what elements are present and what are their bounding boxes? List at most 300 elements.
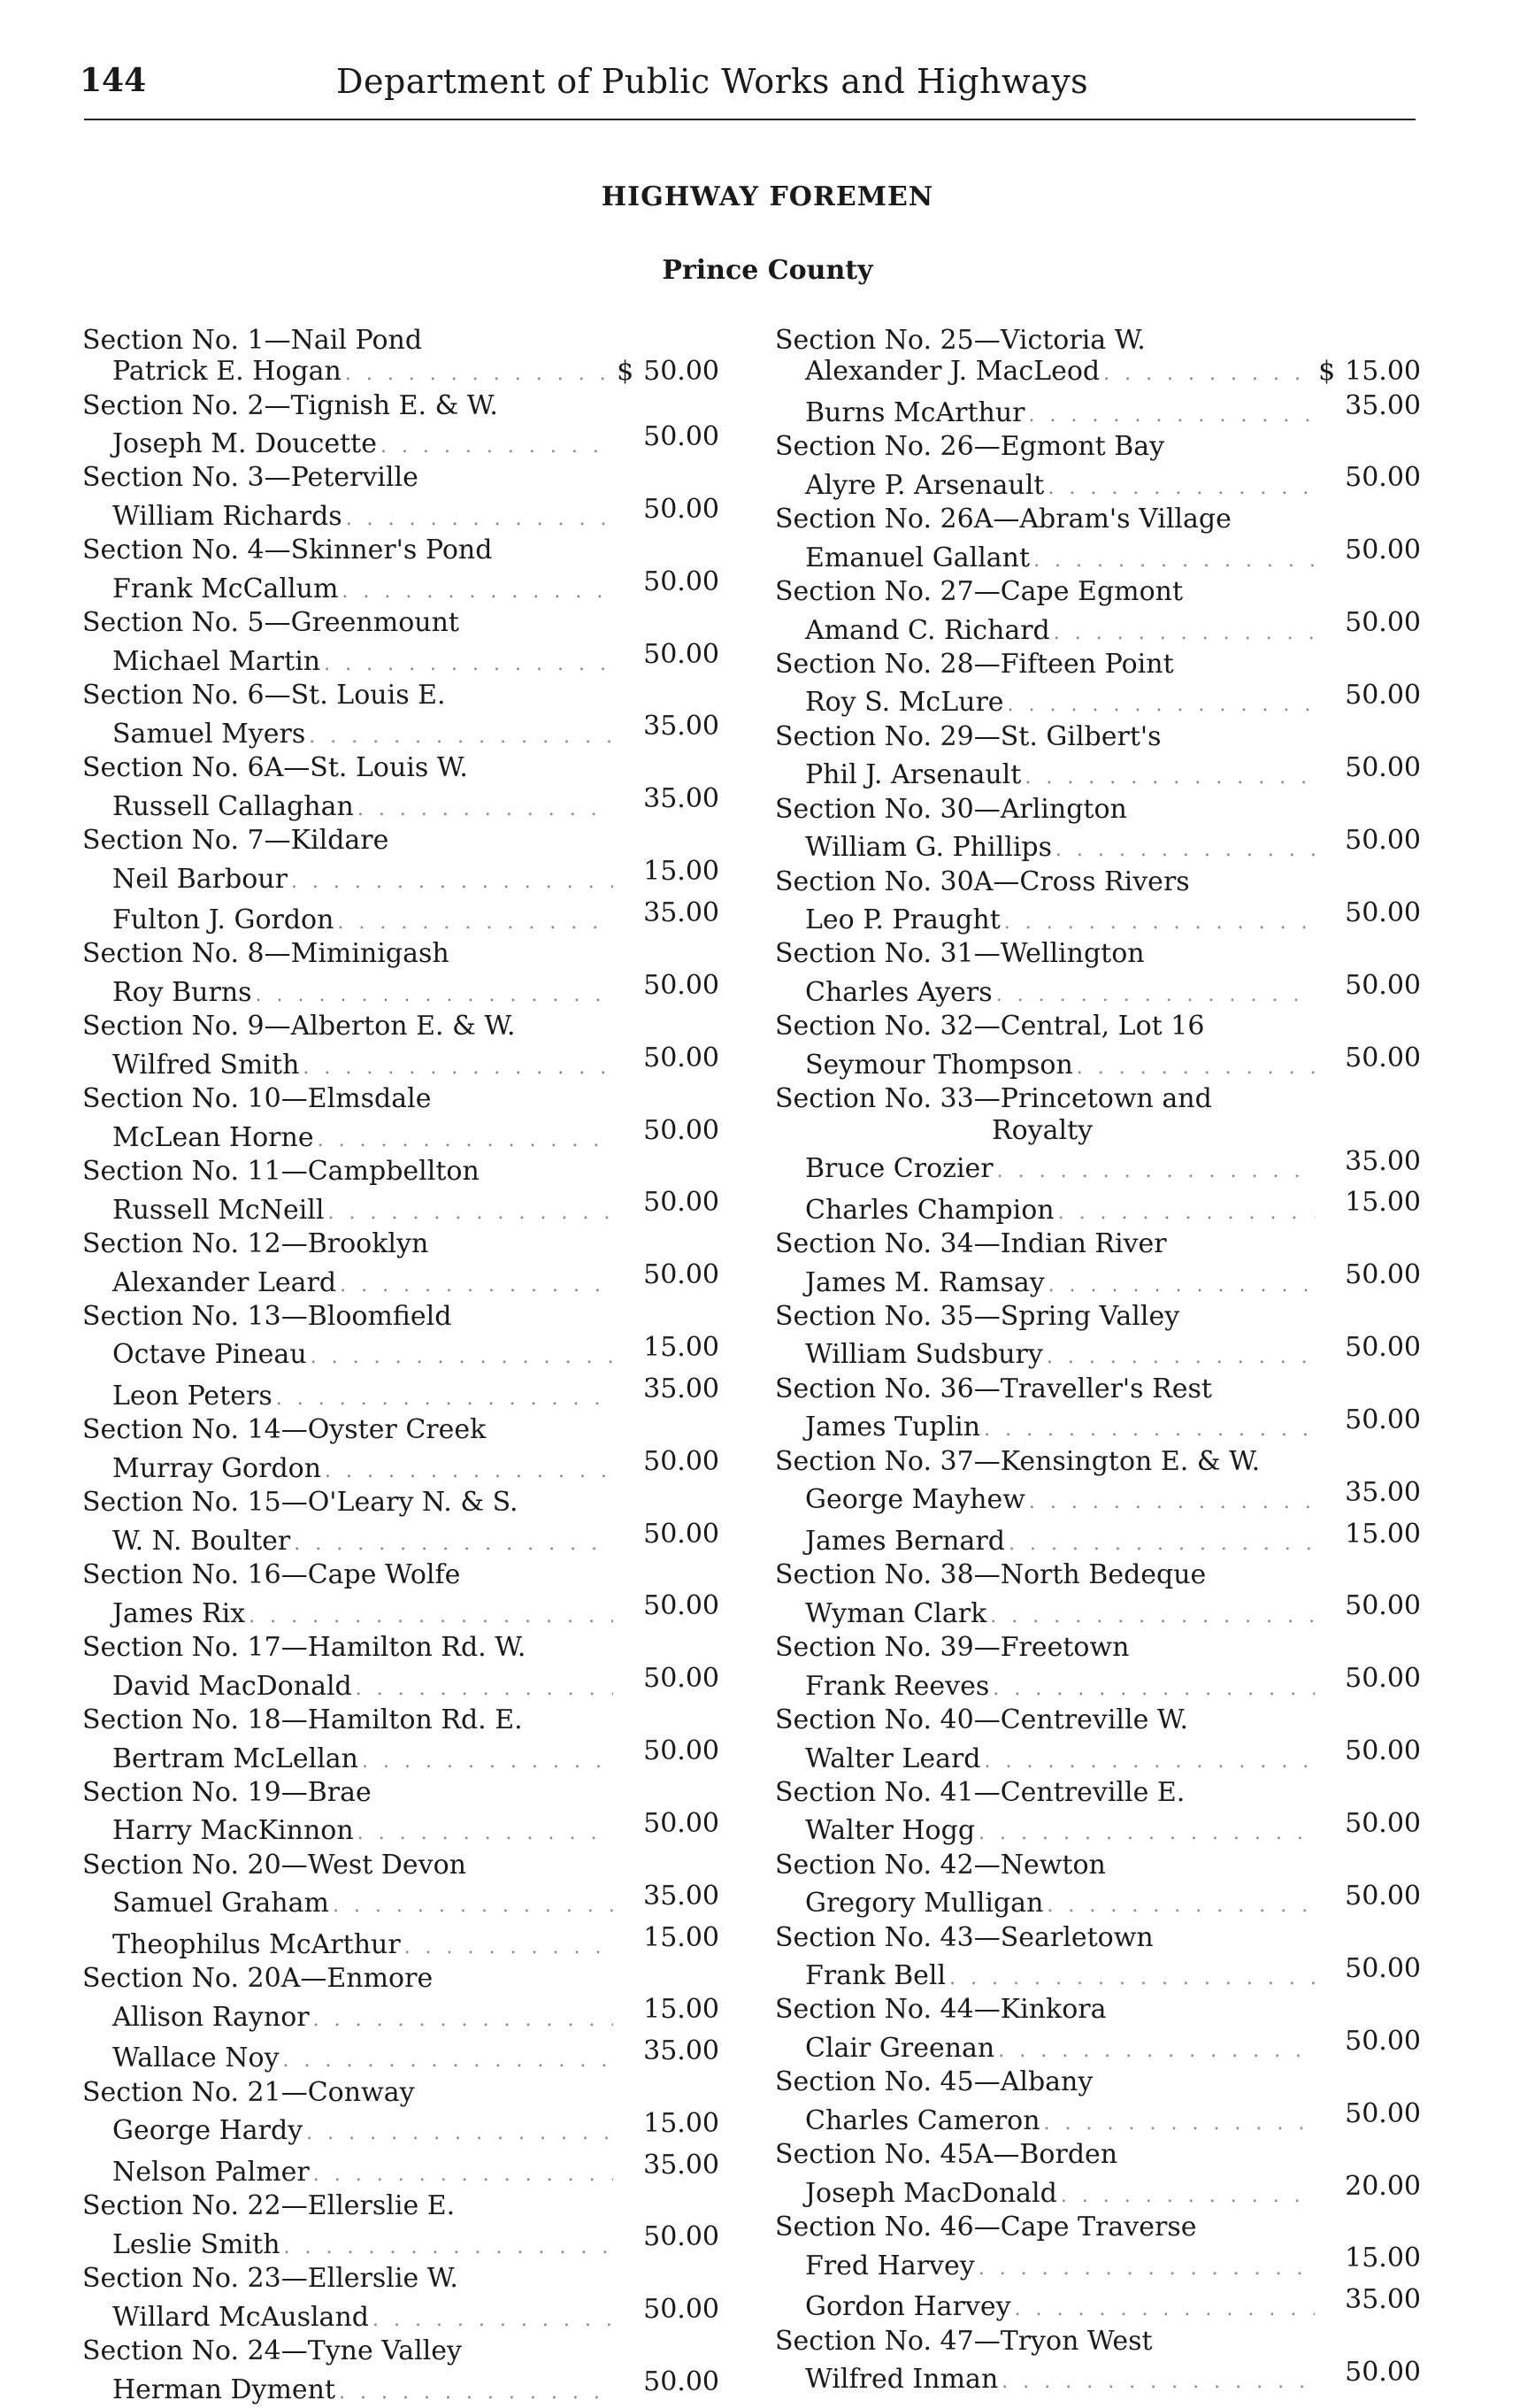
- amount-cell: [1318, 2243, 1421, 2273]
- dollar-sign: [1318, 1953, 1345, 1984]
- section-heading: Section No. 21—Conway: [82, 2076, 415, 2108]
- section-heading: Section No. 39—Freetown: [775, 1632, 1130, 1664]
- dollar-sign: [1318, 1519, 1345, 1550]
- section-entry: [82, 825, 719, 938]
- amount-value: 35.00: [643, 2035, 719, 2067]
- section-entry: [775, 1446, 1421, 1559]
- section-entry: [82, 2335, 719, 2408]
- section-heading: Section No. 38—North Bedeque: [775, 1559, 1207, 1591]
- foreman-row: [775, 607, 1421, 649]
- dollar-sign: [617, 1373, 643, 1404]
- dollar-sign: [617, 421, 643, 452]
- section-entry: [775, 1850, 1421, 1922]
- amount-cell: [617, 1373, 719, 1404]
- amount-value: 15.00: [643, 1921, 719, 1953]
- dollar-sign: [617, 1115, 643, 1146]
- dollar-sign: [1318, 752, 1345, 783]
- amount-cell: [1318, 356, 1421, 387]
- leader-dots: [985, 1746, 1316, 1777]
- foreman-name: Alyre P. Arsenault: [805, 469, 1045, 501]
- amount-value: 50.00: [643, 1735, 719, 1767]
- leader-dots: [380, 431, 613, 462]
- section-entry: [82, 1156, 719, 1228]
- foreman-name: Allison Raynor: [112, 2001, 310, 2033]
- section-heading: Section No. 41—Centreville E.: [775, 1776, 1186, 1808]
- foreman-name: Seymour Thompson: [805, 1049, 1073, 1081]
- foreman-row: [82, 1922, 719, 1964]
- foreman-name: Joseph M. Doucette: [112, 428, 377, 460]
- foreman-row: [775, 1663, 1421, 1704]
- foreman-row: [82, 1446, 719, 1488]
- leader-dots: [337, 907, 613, 938]
- amount-value: 35.00: [643, 2149, 719, 2181]
- dollar-sign: [1318, 462, 1345, 493]
- leader-dots: [357, 794, 613, 825]
- amount-cell: [1318, 1735, 1421, 1766]
- section-entry: [82, 2190, 719, 2263]
- section-heading: Section No. 34—Indian River: [775, 1227, 1167, 1259]
- section-entry: [82, 1963, 719, 2076]
- section-heading: Section No. 20—West Devon: [82, 1849, 466, 1881]
- dollar-sign: $: [1318, 356, 1336, 388]
- foreman-name: Bruce Crozier: [805, 1153, 994, 1185]
- dollar-sign: [1318, 1332, 1345, 1363]
- leader-dots: [357, 1818, 613, 1849]
- section-heading: Section No. 1—Nail Pond: [82, 325, 423, 356]
- section-heading: Section No. 7—Kildare: [82, 824, 389, 856]
- amount-cell: [617, 1994, 719, 2025]
- leader-dots: [1048, 1270, 1315, 1301]
- section-heading: Section No. 6A—St. Louis W.: [82, 752, 468, 784]
- foreman-name: Herman Dyment: [112, 2373, 336, 2405]
- leader-dots: [1009, 1528, 1315, 1559]
- amount-cell: [617, 1735, 719, 1766]
- header-rule: [84, 119, 1416, 120]
- leader-dots: [372, 2304, 613, 2335]
- foreman-row: [775, 680, 1421, 721]
- foreman-name: Gregory Mulligan: [805, 1888, 1044, 1919]
- dollar-sign: [617, 566, 643, 597]
- section-heading: Section No. 44—Kinkora: [775, 1994, 1107, 2026]
- section-heading: Section No. 28—Fifteen Point: [775, 648, 1174, 680]
- dollar-sign: [1318, 1187, 1345, 1218]
- section-entry: [82, 1487, 719, 1559]
- leader-dots: [1077, 1052, 1315, 1083]
- section-heading: Section No. 20A—Enmore: [82, 1963, 434, 1995]
- amount-value: 50.00: [643, 2294, 719, 2326]
- amount-value: 50.00: [643, 1808, 719, 1840]
- foreman-row: [775, 1042, 1421, 1084]
- section-entry: [82, 390, 719, 463]
- dollar-sign: [617, 494, 643, 525]
- amount-value: 50.00: [1345, 1952, 1421, 1984]
- foreman-name: Russell McNeill: [112, 1194, 325, 1226]
- amount-cell: [1318, 462, 1421, 493]
- amount-value: 50.00: [643, 1445, 719, 1477]
- section-heading: Section No. 16—Cape Wolfe: [82, 1559, 461, 1591]
- section-heading: Section No. 45—Albany: [775, 2066, 1094, 2098]
- section-entry: [775, 1632, 1421, 1704]
- dollar-sign: [1318, 1042, 1345, 1073]
- section-heading: Section No. 43—Searletown: [775, 1921, 1154, 1953]
- foreman-row: [82, 1042, 719, 1084]
- amount-value: 50.00: [643, 356, 719, 388]
- foreman-row: [82, 897, 719, 939]
- foreman-row: [82, 1881, 719, 1922]
- dollar-sign: [617, 1735, 643, 1766]
- leader-dots: [324, 649, 613, 680]
- amount-value: 35.00: [1345, 1145, 1421, 1177]
- amount-cell: [1318, 1881, 1421, 1912]
- leader-dots: [979, 1818, 1315, 1849]
- dollar-sign: [1318, 1735, 1345, 1766]
- page-header: [80, 62, 1407, 115]
- leader-dots: [294, 1528, 613, 1559]
- leader-dots: [1004, 907, 1315, 938]
- dollar-sign: [1318, 1404, 1345, 1435]
- dollar-sign: [1318, 680, 1345, 711]
- amount-value: 50.00: [1345, 752, 1421, 784]
- foreman-name: Walter Leard: [805, 1743, 981, 1774]
- foreman-name: William Sudsbury: [805, 1339, 1043, 1371]
- amount-value: 50.00: [1345, 2356, 1421, 2388]
- foreman-row: [82, 2366, 719, 2408]
- amount-value: 50.00: [1345, 1735, 1421, 1767]
- amount-cell: [617, 639, 719, 670]
- dollar-sign: [1318, 1808, 1345, 1839]
- dollar-sign: [617, 1808, 643, 1839]
- foreman-row: [775, 2171, 1421, 2212]
- dollar-sign: [1318, 1881, 1345, 1912]
- foreman-name: Leslie Smith: [112, 2228, 280, 2260]
- amount-cell: [617, 1922, 719, 1953]
- section-entry: [82, 1083, 719, 1156]
- amount-value: 50.00: [643, 1187, 719, 1219]
- amount-cell: [1318, 1590, 1421, 1621]
- leader-dots: [339, 2377, 613, 2408]
- dollar-sign: [1318, 1590, 1345, 1621]
- foreman-name: Fred Harvey: [805, 2250, 975, 2281]
- foreman-row: [775, 356, 1421, 389]
- amount-cell: [617, 1663, 719, 1694]
- foreman-row: [82, 639, 719, 681]
- section-entry: [82, 1414, 719, 1487]
- amount-cell: [1318, 390, 1421, 421]
- amount-value: 50.00: [1345, 896, 1421, 928]
- section-entry: [82, 938, 719, 1011]
- amount-value: 50.00: [643, 420, 719, 452]
- section-entry: [775, 1994, 1421, 2066]
- dollar-sign: [1318, 1259, 1345, 1290]
- amount-cell: [617, 970, 719, 1001]
- foreman-name: Fulton J. Gordon: [112, 904, 334, 936]
- section-entry: [775, 504, 1421, 576]
- section-heading: Section No. 9—Alberton E. & W.: [82, 1011, 516, 1042]
- amount-cell: [1318, 1187, 1421, 1218]
- foreman-row: [775, 1404, 1421, 1446]
- amount-cell: [617, 2366, 719, 2397]
- dollar-sign: [1318, 1663, 1345, 1694]
- leader-dots: [1002, 2366, 1315, 2397]
- section-entry: [82, 1632, 719, 1704]
- section-entry: [82, 325, 719, 390]
- section-heading: Section No. 12—Brooklyn: [82, 1227, 429, 1259]
- foreman-name: W. N. Boulter: [112, 1525, 291, 1557]
- leader-dots: [346, 504, 613, 535]
- amount-cell: [1318, 1808, 1421, 1839]
- foreman-row: [775, 535, 1421, 576]
- amount-value: 50.00: [1345, 824, 1421, 856]
- foreman-name: Michael Martin: [112, 645, 321, 677]
- foreman-row: [82, 1808, 719, 1850]
- amount-cell: [617, 2150, 719, 2181]
- section-heading: Section No. 36—Traveller's Rest: [775, 1373, 1212, 1404]
- foreman-row: [775, 1187, 1421, 1228]
- section-entry: [82, 1850, 719, 1963]
- foreman-name: Bertram McLellan: [112, 1743, 358, 1774]
- dollar-sign: [617, 783, 643, 814]
- amount-cell: [617, 494, 719, 525]
- foreman-name: Wilfred Smith: [112, 1049, 300, 1081]
- amount-cell: [617, 566, 719, 597]
- amount-cell: [617, 1519, 719, 1550]
- foreman-row: [775, 1332, 1421, 1373]
- foreman-name: Frank Bell: [805, 1960, 947, 1992]
- leader-dots: [1055, 835, 1315, 865]
- leader-dots: [1103, 358, 1315, 389]
- foreman-name: Willard McAusland: [112, 2301, 369, 2333]
- section-heading: Section No. 40—Centreville W.: [775, 1704, 1189, 1735]
- leader-dots: [313, 2004, 614, 2035]
- leader-dots: [325, 1456, 613, 1487]
- section-heading: Section No. 19—Brae: [82, 1776, 372, 1808]
- dollar-sign: [617, 2035, 643, 2066]
- foreman-name: William G. Phillips: [805, 832, 1053, 864]
- foreman-name: Roy Burns: [112, 977, 252, 1009]
- foreman-row: [775, 897, 1421, 939]
- dollar-sign: [617, 1922, 643, 1953]
- amount-value: 50.00: [1345, 2025, 1421, 2057]
- foreman-row: [82, 494, 719, 535]
- amount-cell: [617, 1332, 719, 1363]
- amount-value: 50.00: [1345, 2097, 1421, 2129]
- dollar-sign: [617, 1332, 643, 1363]
- amount-cell: [1318, 1953, 1421, 1984]
- foreman-name: Leon Peters: [112, 1381, 272, 1412]
- foreman-name: Phil J. Arsenault: [805, 759, 1022, 791]
- amount-cell: [1318, 535, 1421, 565]
- amount-cell: [1318, 2171, 1421, 2202]
- amount-value: 15.00: [643, 2107, 719, 2139]
- foreman-name: James Bernard: [805, 1525, 1005, 1557]
- dollar-sign: [617, 2150, 643, 2181]
- right-column: [775, 325, 1421, 2398]
- amount-value: 50.00: [643, 1042, 719, 1073]
- leader-dots: [256, 980, 614, 1011]
- amount-cell: [1318, 1146, 1421, 1177]
- foreman-name: Roy S. McLure: [805, 687, 1004, 719]
- amount-cell: [617, 1446, 719, 1477]
- foreman-row: [82, 2108, 719, 2150]
- amount-cell: [617, 711, 719, 742]
- section-heading: Section No. 8—Miminigash: [82, 938, 449, 970]
- amount-value: 50.00: [643, 1518, 719, 1550]
- section-entry: [82, 1011, 719, 1083]
- foreman-row: [82, 421, 719, 463]
- amount-cell: [617, 1259, 719, 1290]
- amount-value: 35.00: [643, 1881, 719, 1912]
- amount-value: 50.00: [643, 565, 719, 597]
- leader-dots: [345, 358, 613, 389]
- leader-dots: [1047, 1342, 1315, 1373]
- section-entry: [82, 1559, 719, 1632]
- foreman-row: [82, 1259, 719, 1301]
- dollar-sign: [617, 1590, 643, 1621]
- amount-value: 15.00: [1345, 2243, 1421, 2274]
- amount-value: 35.00: [1345, 389, 1421, 421]
- section-heading: Section No. 27—Cape Egmont: [775, 575, 1184, 607]
- foreman-name: Charles Champion: [805, 1194, 1055, 1226]
- foreman-row: [82, 1735, 719, 1777]
- dollar-sign: [617, 2366, 643, 2397]
- leader-dots: [990, 1601, 1315, 1632]
- section-heading: Section No. 33—Princetown and: [775, 1083, 1212, 1115]
- dollar-sign: [1318, 607, 1345, 638]
- leader-dots: [284, 2232, 614, 2263]
- section-entry: [775, 325, 1421, 431]
- foreman-row: [775, 2243, 1421, 2284]
- amount-value: 35.00: [643, 783, 719, 815]
- running-title: Department of Public Works and Highways: [336, 62, 1089, 101]
- amount-cell: [1318, 752, 1421, 783]
- amount-cell: [1318, 1663, 1421, 1694]
- amount-value: 50.00: [643, 1590, 719, 1622]
- foreman-row: [775, 1735, 1421, 1777]
- amount-cell: [1318, 2357, 1421, 2388]
- amount-value: 50.00: [643, 493, 719, 525]
- amount-value: 35.00: [1345, 2284, 1421, 2316]
- amount-value: 15.00: [643, 1332, 719, 1364]
- section-entry: [775, 1011, 1421, 1083]
- amount-value: 50.00: [1345, 607, 1421, 639]
- dollar-sign: [1318, 2171, 1345, 2202]
- leader-dots: [1029, 400, 1316, 431]
- section-heading: Section No. 13—Bloomfield: [82, 1300, 452, 1332]
- amount-value: 50.00: [1345, 1042, 1421, 1073]
- amount-cell: [1318, 1259, 1421, 1290]
- section-heading: Section No. 26A—Abram's Village: [775, 504, 1232, 535]
- section-entry: [775, 2139, 1421, 2212]
- amount-value: 50.00: [1345, 1590, 1421, 1622]
- foreman-name: Charles Ayers: [805, 977, 993, 1009]
- amount-value: 20.00: [1345, 2170, 1421, 2202]
- section-entry: [82, 680, 719, 752]
- section-entry: [775, 794, 1421, 866]
- amount-value: 50.00: [1345, 1808, 1421, 1840]
- leader-dots: [1033, 545, 1315, 576]
- dollar-sign: [617, 1042, 643, 1073]
- leader-dots: [1008, 689, 1316, 720]
- amount-cell: [617, 2294, 719, 2325]
- dollar-sign: [617, 1994, 643, 2025]
- leader-dots: [1044, 2108, 1316, 2139]
- amount-value: 35.00: [1345, 1476, 1421, 1508]
- foreman-row: [82, 2035, 719, 2077]
- foreman-name: Burns McArthur: [805, 396, 1025, 428]
- foreman-row: [775, 2026, 1421, 2067]
- amount-cell: [617, 1590, 719, 1621]
- foreman-name: George Hardy: [112, 2115, 303, 2147]
- foreman-name: Amand C. Richard: [805, 614, 1050, 646]
- amount-cell: [617, 1042, 719, 1073]
- foreman-row: [775, 2357, 1421, 2398]
- leader-dots: [356, 1673, 613, 1704]
- foreman-name: Russell Callaghan: [112, 790, 354, 822]
- section-entry: [775, 2212, 1421, 2325]
- section-heading: Section No. 3—Peterville: [82, 462, 418, 494]
- leader-dots: [276, 1383, 613, 1414]
- dollar-sign: [617, 1259, 643, 1290]
- amount-cell: [617, 356, 719, 387]
- foreman-row: [82, 1373, 719, 1415]
- section-entry: [82, 2077, 719, 2190]
- leader-dots: [1047, 1890, 1315, 1921]
- section-heading: Section No. 29—St. Gilbert's: [775, 720, 1162, 752]
- section-entry: [82, 1301, 719, 1414]
- foreman-name: William Richards: [112, 501, 342, 533]
- section-entry: [775, 649, 1421, 721]
- foreman-row: [82, 856, 719, 897]
- dollar-sign: [1318, 897, 1345, 928]
- leader-dots: [283, 2045, 614, 2076]
- section-heading: Section No. 6—St. Louis E.: [82, 680, 446, 712]
- foreman-row: [775, 1477, 1421, 1519]
- foreman-row: [775, 462, 1421, 504]
- amount-cell: [1318, 2098, 1421, 2129]
- leader-dots: [1048, 473, 1315, 504]
- section-entry: [775, 1922, 1421, 1995]
- dollar-sign: [617, 2294, 643, 2325]
- foreman-row: [82, 1187, 719, 1228]
- amount-value: 15.00: [1345, 1518, 1421, 1550]
- section-heading: Section No. 30A—Cross Rivers: [775, 865, 1190, 897]
- foreman-row: [775, 1953, 1421, 1995]
- section-entry: [775, 2066, 1421, 2139]
- foreman-name: Emanuel Gallant: [805, 542, 1031, 573]
- section-heading: Section No. 17—Hamilton Rd. W.: [82, 1632, 526, 1664]
- foreman-name: Murray Gordon: [112, 1452, 322, 1484]
- section-heading: Section No. 2—Tignish E. & W.: [82, 389, 498, 421]
- section-entry: [775, 938, 1421, 1011]
- amount-value: 50.00: [1345, 1881, 1421, 1912]
- section-heading: Section No. 45A—Borden: [775, 2139, 1118, 2171]
- amount-value: 15.00: [643, 856, 719, 888]
- section-entry: [775, 2326, 1421, 2398]
- dollar-sign: [617, 1187, 643, 1218]
- amount-value: 15.00: [643, 1994, 719, 2026]
- dollar-sign: [1318, 970, 1345, 1001]
- foreman-row: [82, 1590, 719, 1632]
- leader-dots: [311, 1342, 613, 1373]
- leader-dots: [1061, 2181, 1315, 2212]
- dollar-sign: [617, 2108, 643, 2139]
- section-heading: Section No. 35—Spring Valley: [775, 1300, 1180, 1332]
- foreman-row: [82, 1519, 719, 1560]
- amount-cell: [617, 2221, 719, 2252]
- dollar-sign: [1318, 2284, 1345, 2315]
- amount-value: 35.00: [643, 896, 719, 928]
- leader-dots: [291, 866, 613, 897]
